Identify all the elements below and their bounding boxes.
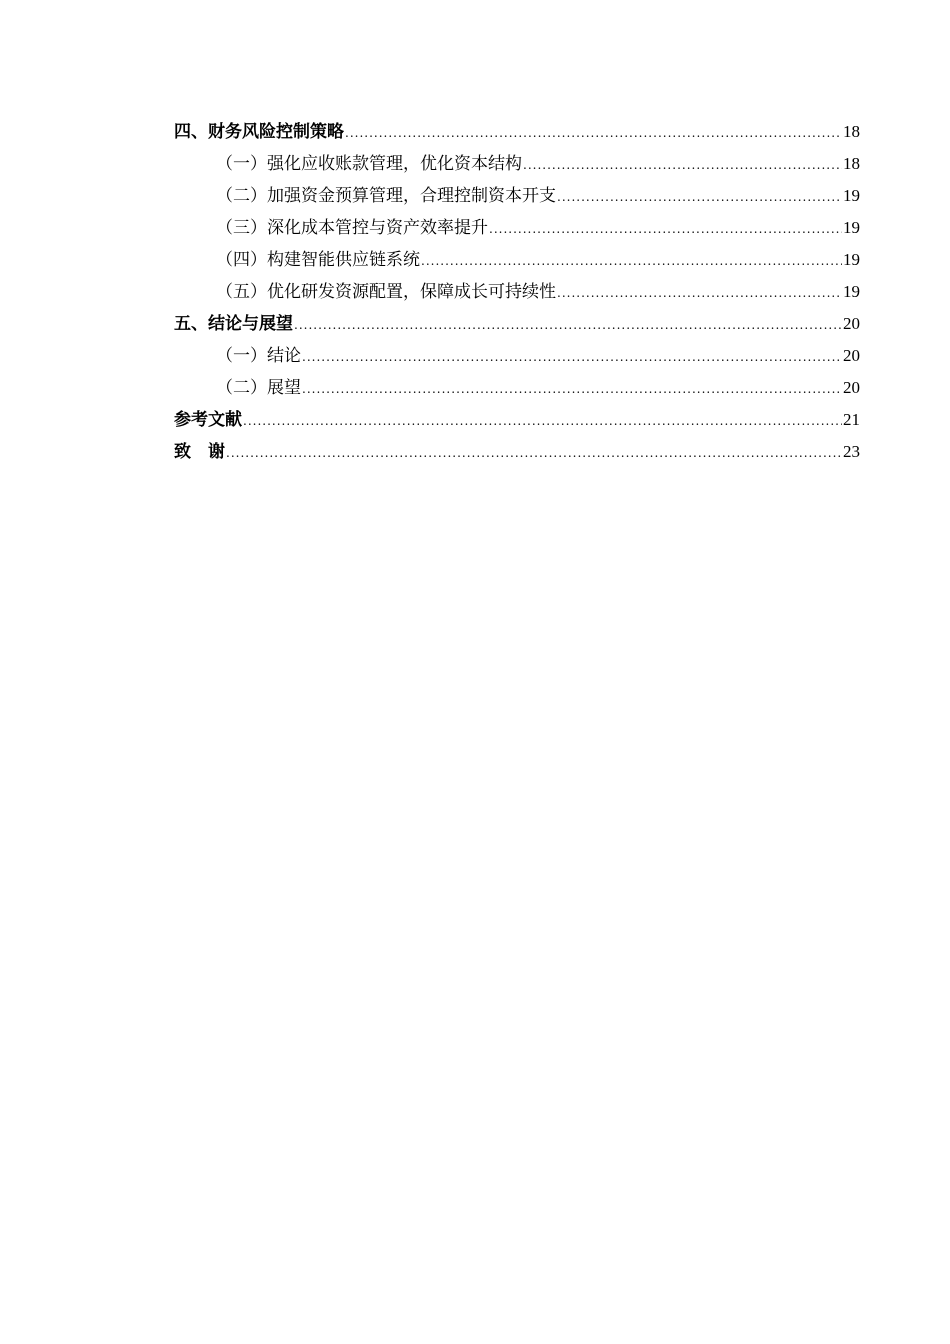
toc-page-number: 19	[843, 282, 860, 301]
toc-page-number: 19	[843, 218, 860, 237]
toc-entry-title: （二）加强资金预算管理，合理控制资本开支	[216, 186, 556, 206]
toc-dot-leader	[557, 277, 842, 309]
toc-page-number: 18	[843, 122, 860, 141]
toc-dot-leader	[557, 181, 842, 213]
toc-entry-acknowledgements[interactable]	[174, 436, 860, 468]
toc-entry-section-5-1[interactable]	[174, 340, 860, 372]
toc-dot-leader	[243, 405, 842, 437]
toc-page-number: 20	[843, 314, 860, 333]
toc-page-number: 18	[843, 154, 860, 173]
toc-entry-title: （三）深化成本管控与资产效率提升	[216, 218, 488, 238]
toc-entry-section-5[interactable]	[174, 308, 860, 340]
toc-entry-section-4-5[interactable]	[174, 276, 860, 308]
toc-dot-leader	[421, 245, 842, 277]
toc-dot-leader	[302, 373, 842, 405]
toc-entry-section-5-2[interactable]	[174, 372, 860, 404]
toc-page-number: 23	[843, 442, 860, 461]
toc-dot-leader	[302, 341, 842, 373]
toc-entry-section-4-1[interactable]	[174, 148, 860, 180]
toc-entry-section-4-3[interactable]	[174, 212, 860, 244]
toc-dot-leader	[345, 117, 842, 149]
toc-entry-title: （二）展望	[216, 378, 301, 398]
toc-page-number: 20	[843, 346, 860, 365]
toc-entry-title: 四、财务风险控制策略	[174, 122, 344, 142]
toc-dot-leader	[523, 149, 842, 181]
toc-page-number: 19	[843, 186, 860, 205]
toc-entry-references[interactable]	[174, 404, 860, 436]
toc-dot-leader	[294, 309, 842, 341]
toc-entry-title: （四）构建智能供应链系统	[216, 250, 420, 270]
toc-page-number: 21	[843, 410, 860, 429]
toc-dot-leader	[226, 437, 842, 469]
toc-entry-section-4[interactable]	[174, 116, 860, 148]
toc-entry-section-4-2[interactable]	[174, 180, 860, 212]
toc-entry-title: 致 谢	[174, 442, 225, 462]
toc-page-number: 20	[843, 378, 860, 397]
toc-entry-title: （五）优化研发资源配置，保障成长可持续性	[216, 282, 556, 302]
toc-entry-title: 参考文献	[174, 410, 242, 430]
toc-entry-title: 五、结论与展望	[174, 314, 293, 334]
toc-dot-leader	[489, 213, 842, 245]
table-of-contents	[174, 116, 860, 468]
toc-entry-title: （一）结论	[216, 346, 301, 366]
toc-page-number: 19	[843, 250, 860, 269]
toc-entry-section-4-4[interactable]	[174, 244, 860, 276]
toc-entry-title: （一）强化应收账款管理，优化资本结构	[216, 154, 522, 174]
